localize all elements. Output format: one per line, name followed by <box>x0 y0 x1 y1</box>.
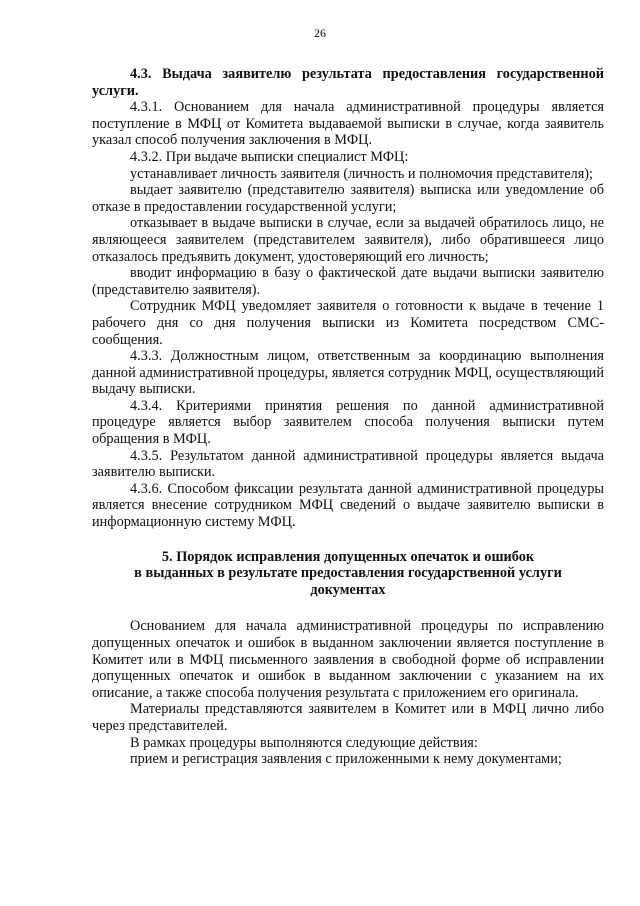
list-item: выдает заявителю (представителю заявителя) выписка или уведомление об отказе в предоставлении государственной услуги; <box>92 182 604 215</box>
section-title-line: 5. Порядок исправления допущенных опечаток и ошибок <box>161 548 535 565</box>
paragraph-4-3-1: 4.3.1. Основанием для начала административной процедуры является поступление в МФЦ от Комитета выдаваемой выписки в случае, когда заявитель указал способ получения заключения в МФЦ. <box>92 99 604 149</box>
section-title-5 <box>92 549 604 599</box>
paragraph-notification: Сотрудник МФЦ уведомляет заявителя о готовности к выдаче в течение 1 рабочего дня со дня получения выписки из Комитета посредством СМС-сообщения. <box>92 298 604 348</box>
list-item: прием и регистрация заявления с приложенными к нему документами; <box>130 751 562 768</box>
section-title-line: в выданных в результате предоставления государственной услуги <box>134 565 562 582</box>
section-title-line: документах <box>310 581 386 598</box>
paragraph-5-basis: Основанием для начала административной процедуры по исправлению допущенных опечаток и ошибок в выданном заключении является поступление в Комитет или в МФЦ письменного заявления в свободной форме об исправлении допущенных опечаток и ошибок в выданном заключении с указанием на их описание, а также способа получения результата с приложением его оригинала. <box>92 618 604 701</box>
paragraph-4-3-4: 4.3.4. Критериями принятия решения по данной административной процедуре является выбор заявителем способа получения выписки путем обращения в МФЦ. <box>92 397 604 448</box>
paragraph-4-3-5: 4.3.5. Результатом данной административной процедуры является выдача заявителю выписки. <box>92 447 604 481</box>
document-body <box>92 66 604 768</box>
list-item: вводит информацию в базу о фактической дате выдачи выписки заявителю (представителю заявителя). <box>92 265 604 298</box>
paragraph-5-materials: Материалы представляются заявителем в Комитет или в МФЦ лично либо через представителей. <box>92 701 604 734</box>
page-number: 26 <box>314 26 326 40</box>
section-heading-4-3: 4.3. Выдача заявителю результата предоставления государственной услуги. <box>92 66 604 99</box>
paragraph-4-3-3: 4.3.3. Должностным лицом, ответственным за координацию выполнения данной административной процедуры, является сотрудник МФЦ, осуществляющий выдачу выписки. <box>92 348 604 398</box>
paragraph-4-3-6: 4.3.6. Способом фиксации результата данной административной процедуры является внесение сотрудником МФЦ сведений о выдаче заявителю выписки в информационную систему МФЦ. <box>92 480 604 531</box>
paragraph-5-actions: В рамках процедуры выполняются следующие действия: <box>130 734 478 751</box>
paragraph-4-3-2: 4.3.2. При выдаче выписки специалист МФЦ: <box>130 148 409 165</box>
list-item: отказывает в выдаче выписки в случае, если за выдачей обратилось лицо, не являющееся заявителем (представителем заявителя), либо обратившееся лицо отказалось предъявить документ, удостоверяющий его личность; <box>92 215 604 265</box>
list-item: устанавливает личность заявителя (личность и полномочия представителя); <box>130 165 594 182</box>
